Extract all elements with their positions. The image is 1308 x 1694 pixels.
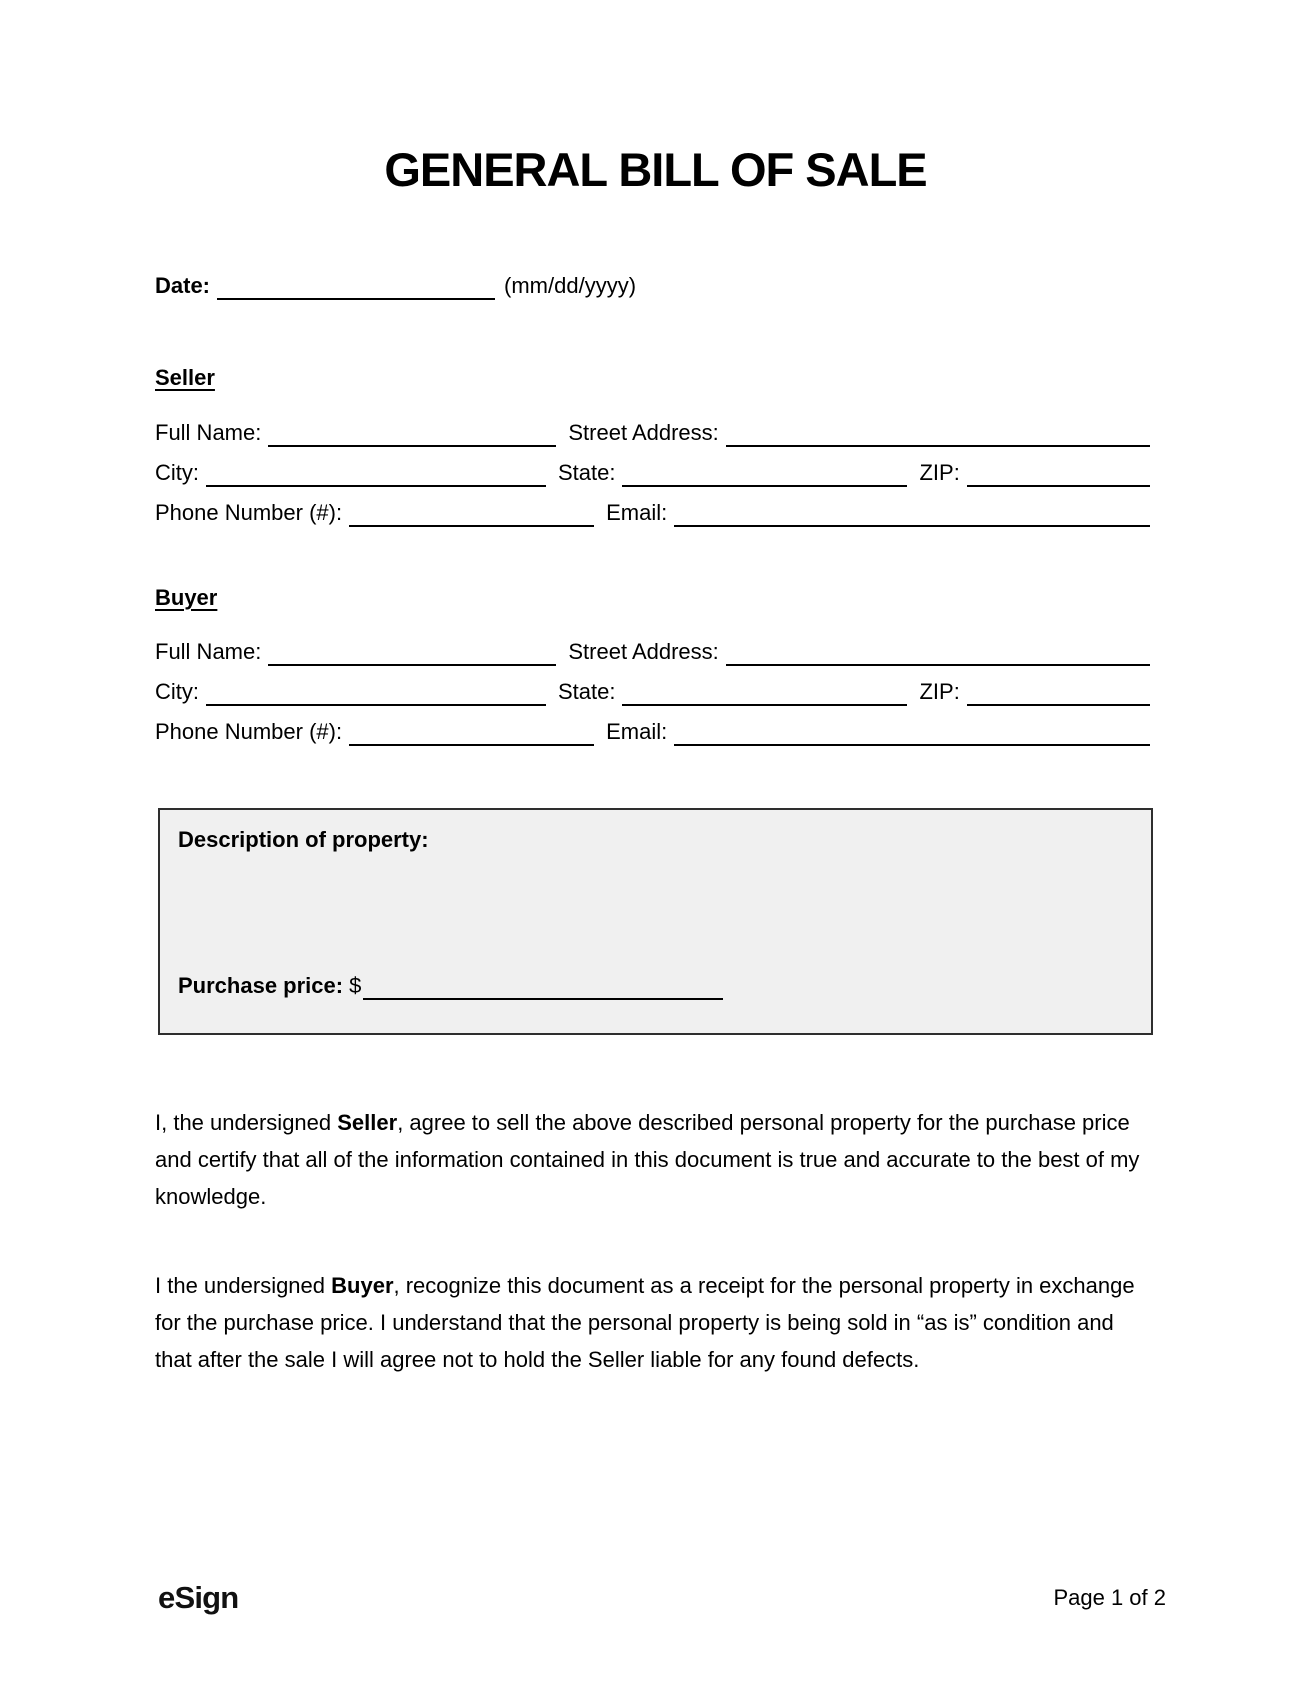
purchase-price-label: Purchase price: <box>178 973 344 998</box>
purchase-price-row <box>178 972 1131 1000</box>
page-indicator: Page 1 of 2 <box>1053 1585 1166 1610</box>
buyer-full-name-input-line[interactable] <box>268 644 556 666</box>
buyer-section-heading: Buyer <box>155 585 218 610</box>
buyer-email-input-line[interactable] <box>674 724 1150 746</box>
buyer-city-input-line[interactable] <box>206 684 546 706</box>
seller-city-input-line[interactable] <box>206 465 546 487</box>
email-label: Email: <box>606 719 668 744</box>
esign-logo: eSign <box>158 1580 239 1615</box>
city-label: City: <box>155 460 199 485</box>
seller-zip-input-line[interactable] <box>967 465 1150 487</box>
seller-full-name-input-line[interactable] <box>268 425 556 447</box>
seller-agreement-paragraph <box>155 1104 1155 1215</box>
date-label: Date: <box>155 273 211 298</box>
paragraph-text: I the undersigned <box>155 1273 332 1298</box>
seller-phone-input-line[interactable] <box>349 505 594 527</box>
buyer-bold-term: Buyer <box>331 1273 394 1298</box>
seller-bold-term: Seller <box>337 1110 398 1135</box>
zip-label: ZIP: <box>919 460 960 485</box>
city-label: City: <box>155 679 199 704</box>
phone-label: Phone Number (#): <box>155 719 343 744</box>
full-name-label: Full Name: <box>155 420 262 445</box>
zip-label: ZIP: <box>919 679 960 704</box>
seller-street-address-input-line[interactable] <box>726 425 1150 447</box>
street-address-label: Street Address: <box>568 420 719 445</box>
paragraph-text: , recognize this document as a receipt for the personal property in exchange for the purchase price. I understand that the personal property is being sold in “as is” condition and that after the sale I will agree not to hold the Seller liable for any found defects. <box>155 1273 1135 1372</box>
buyer-phone-email-row <box>155 718 1150 746</box>
date-input-line[interactable] <box>217 278 495 300</box>
buyer-street-address-input-line[interactable] <box>726 644 1150 666</box>
state-label: State: <box>558 679 616 704</box>
phone-label: Phone Number (#): <box>155 500 343 525</box>
buyer-zip-input-line[interactable] <box>967 684 1150 706</box>
street-address-label: Street Address: <box>568 639 719 664</box>
seller-phone-email-row <box>155 499 1150 527</box>
seller-name-address-row <box>155 419 1150 447</box>
paragraph-text: , agree to sell the above described personal property for the purchase price and certify that all of the information contained in this document is true and accurate to the best of my knowledge. <box>155 1110 1140 1209</box>
buyer-name-address-row <box>155 638 1150 666</box>
currency-symbol: $ <box>349 973 362 998</box>
buyer-city-state-zip-row <box>155 678 1150 706</box>
full-name-label: Full Name: <box>155 639 262 664</box>
seller-state-input-line[interactable] <box>622 465 907 487</box>
paragraph-text: I, the undersigned <box>155 1110 338 1135</box>
buyer-agreement-paragraph <box>155 1267 1155 1378</box>
state-label: State: <box>558 460 616 485</box>
buyer-state-input-line[interactable] <box>622 684 907 706</box>
seller-email-input-line[interactable] <box>674 505 1150 527</box>
seller-city-state-zip-row <box>155 459 1150 487</box>
email-label: Email: <box>606 500 668 525</box>
date-row <box>155 272 1150 300</box>
document-title: GENERAL BILL OF SALE <box>384 143 927 196</box>
buyer-phone-input-line[interactable] <box>349 724 594 746</box>
date-format-hint: (mm/dd/yyyy) <box>504 273 637 298</box>
seller-section-heading: Seller <box>155 365 215 390</box>
property-description-box[interactable] <box>158 808 1153 1035</box>
description-of-property-label: Description of property: <box>178 827 429 852</box>
purchase-price-input-line[interactable] <box>363 978 723 1000</box>
